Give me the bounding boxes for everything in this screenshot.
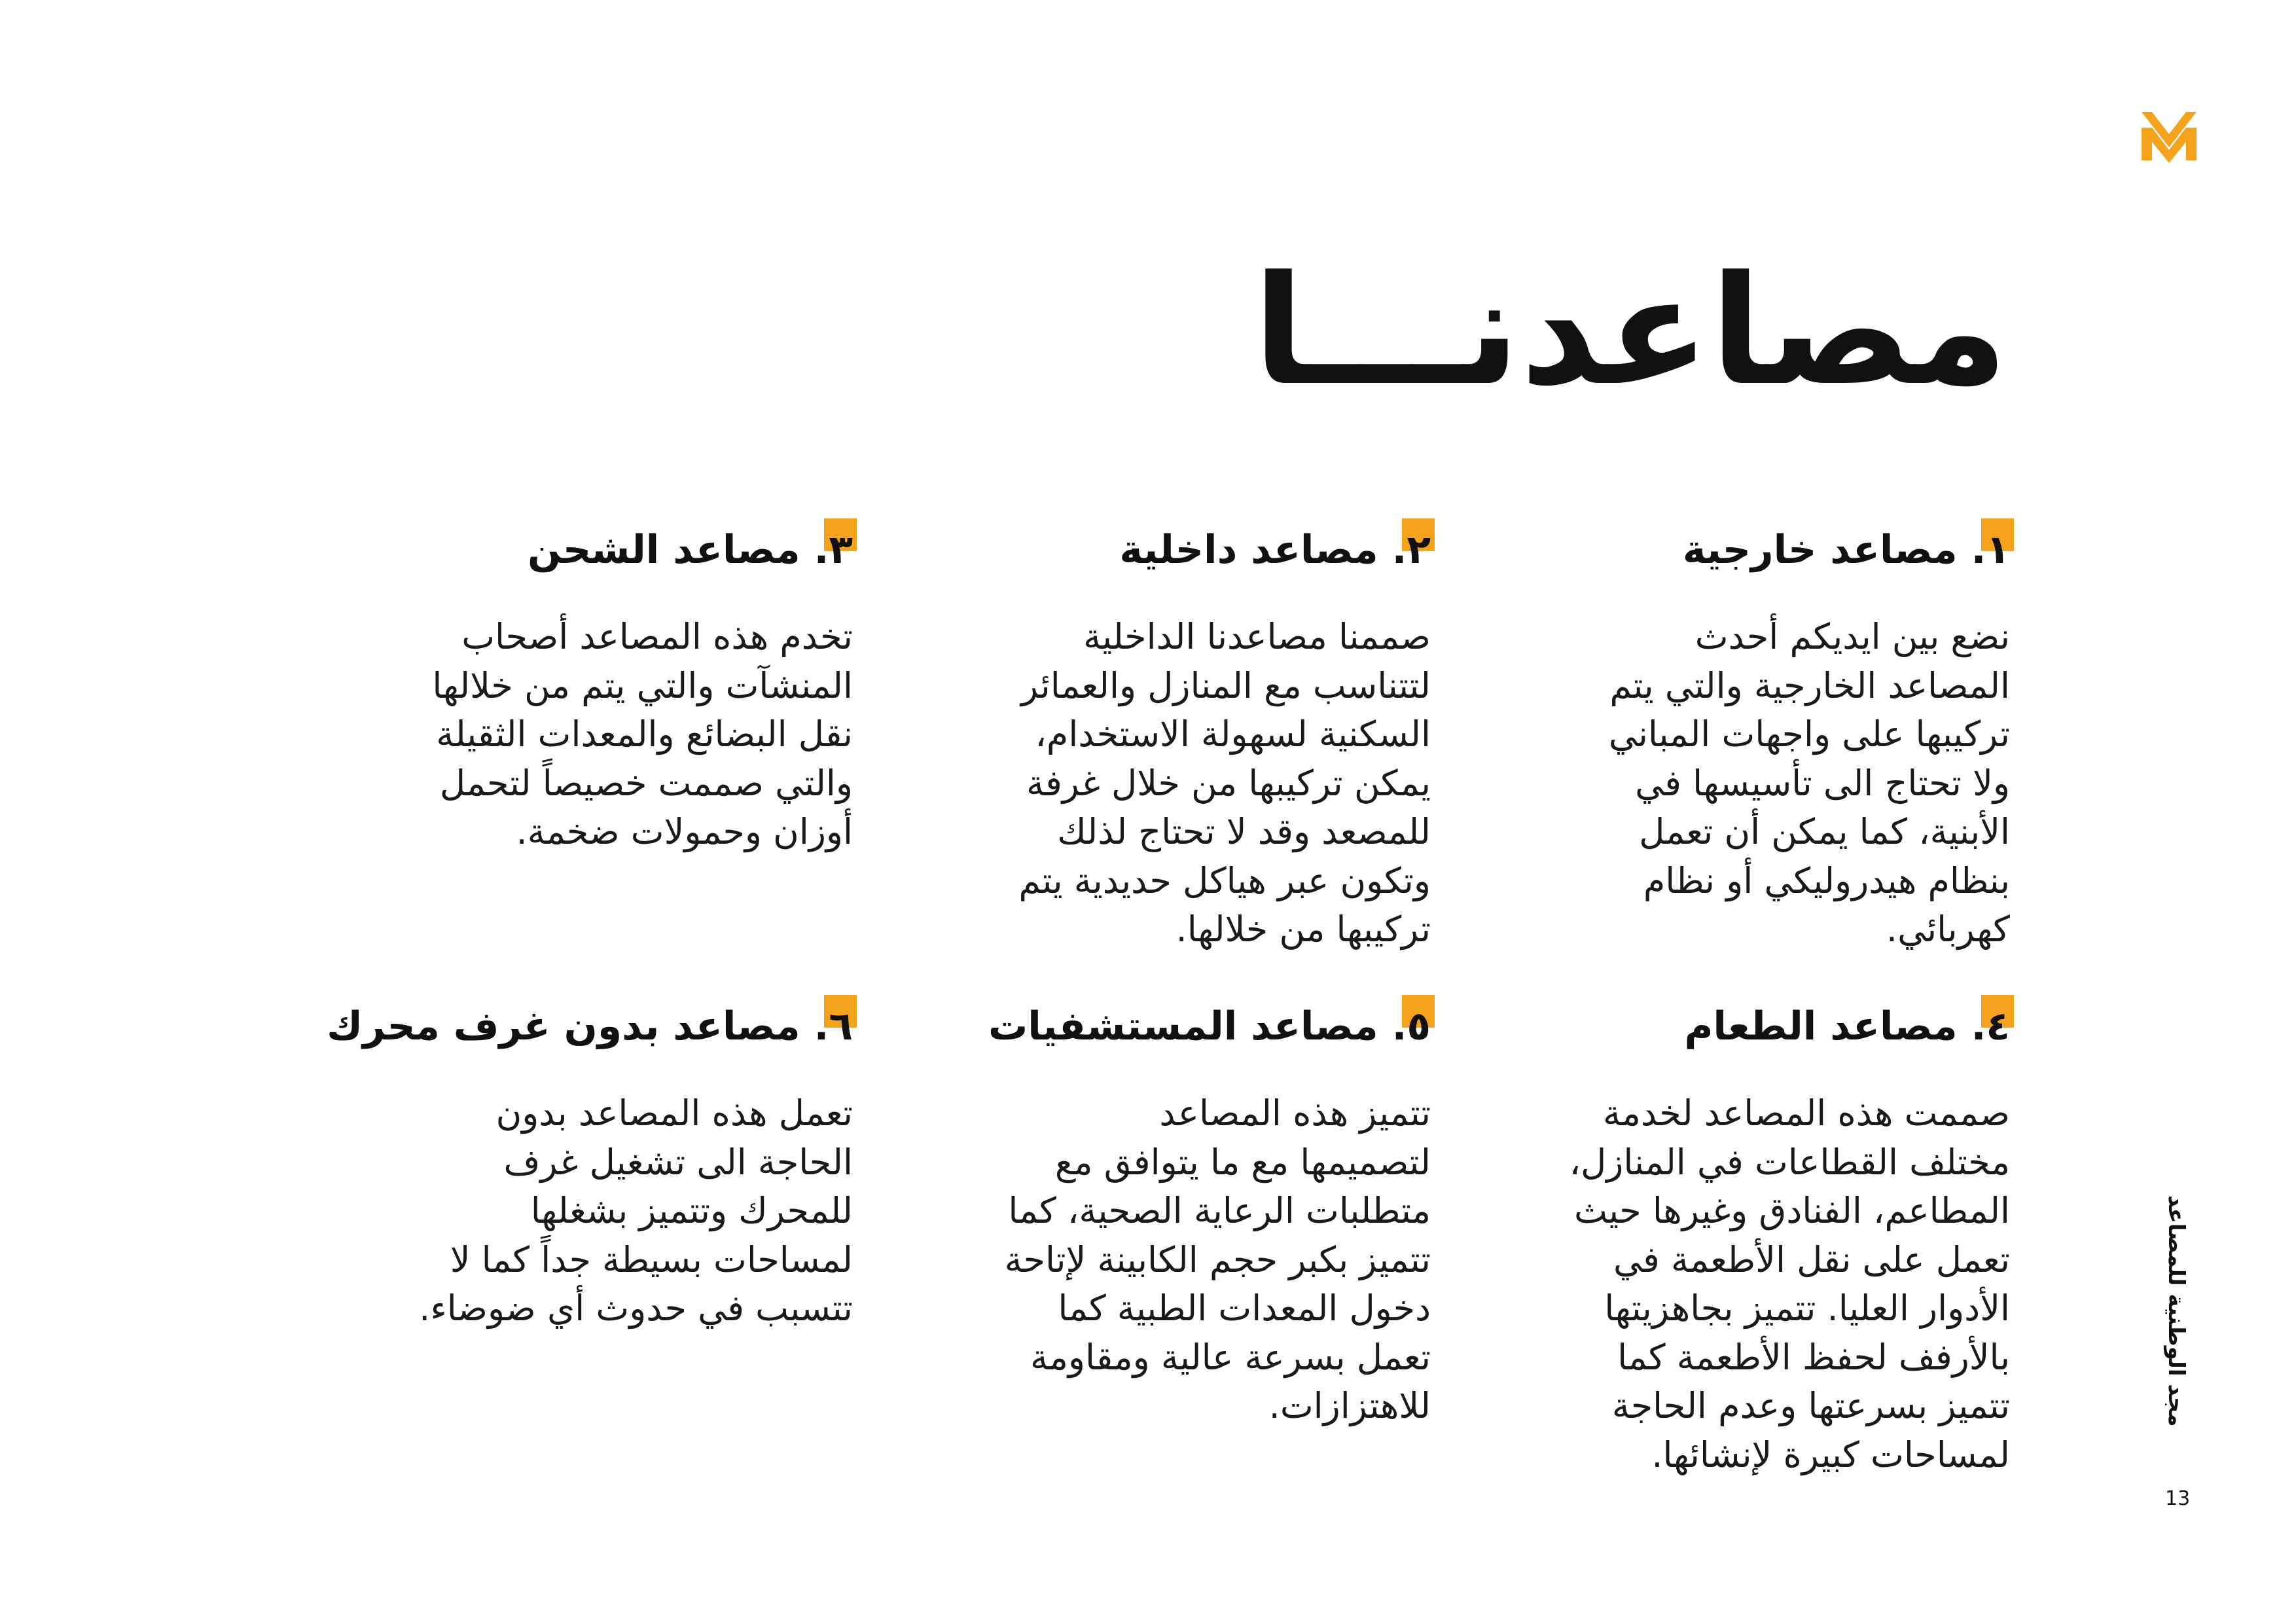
section-body: صممنا مصاعدنا الداخلية لتتناسب مع المنازل والعمائر السكنية لسهولة الاستخدام، يمكن تركيبها من خلال غرفة للمصعد وقد لا تحتاج لذلك وتكون عبر هياكل حديدية يتم تركيبها من خلالها. — [1018, 616, 1431, 950]
section-hospital-elevators — [907, 1000, 1431, 1431]
section-title: ٦. مصاعد بدون غرف محرك — [327, 1003, 853, 1049]
section-body: تخدم هذه المصاعد أصحاب المنشآت والتي يتم من خلالها نقل البضائع والمعدات الثقيلة والتي صممت خصيصاً لتحمل أوزان وحمولات ضخمة. — [432, 616, 853, 852]
section-body: صممت هذه المصاعد لخدمة مختلف القطاعات في المنازل، المطاعم، الفنادق وغيرها حيث تعمل على نقل الأطعمة في الأدوار العليا. تتميز بجاهزيتها بالأرفف لحفظ الأطعمة كما تتميز بسرعتها وعدم الحاجة لمساحات كبيرة لإنشائها. — [1569, 1092, 2010, 1475]
section-machine-roomless-elevators — [303, 1000, 853, 1333]
page-title: مصاعدنـــا — [1253, 244, 2008, 419]
section-title: ٢. مصاعد داخلية — [1119, 527, 1431, 573]
section-body: تتميز هذه المصاعد لتصميمها مع ما يتوافق مع متطلبات الرعاية الصحية، كما تتميز بكبر حجم الكابينة لإتاحة دخول المعدات الطبية كما تعمل بسرعة عالية ومقاومة للاهتزازات. — [1004, 1092, 1431, 1426]
page-number: 13 — [2165, 1487, 2191, 1510]
section-external-elevators — [1486, 524, 2010, 954]
section-body: تعمل هذه المصاعد بدون الحاجة الى تشغيل غرف للمحرك وتتميز بشغلها لمساحات بسيطة جداً كما لا تتسبب في حدوث أي ضوضاء. — [419, 1092, 853, 1329]
section-title: ٥. مصاعد المستشفيات — [988, 1003, 1431, 1049]
section-body: نضع بين ايديكم أحدث المصاعد الخارجية والتي يتم تركيبها على واجهات المباني ولا تحتاج الى تأسيسها في الأبنية، كما يمكن أن تعمل بنظام هيدروليكي أو نظام كهربائي. — [1608, 616, 2010, 950]
side-company-label: مجد الوطنية للمصاعد — [2163, 1195, 2189, 1427]
section-freight-elevators — [303, 524, 853, 857]
section-internal-elevators — [907, 524, 1431, 954]
m-monogram-logo-icon — [2142, 108, 2197, 163]
section-food-elevators — [1486, 1000, 2010, 1479]
section-title: ١. مصاعد خارجية — [1682, 527, 2010, 573]
section-title: ٣. مصاعد الشحن — [527, 527, 853, 573]
section-title: ٤. مصاعد الطعام — [1684, 1003, 2010, 1049]
